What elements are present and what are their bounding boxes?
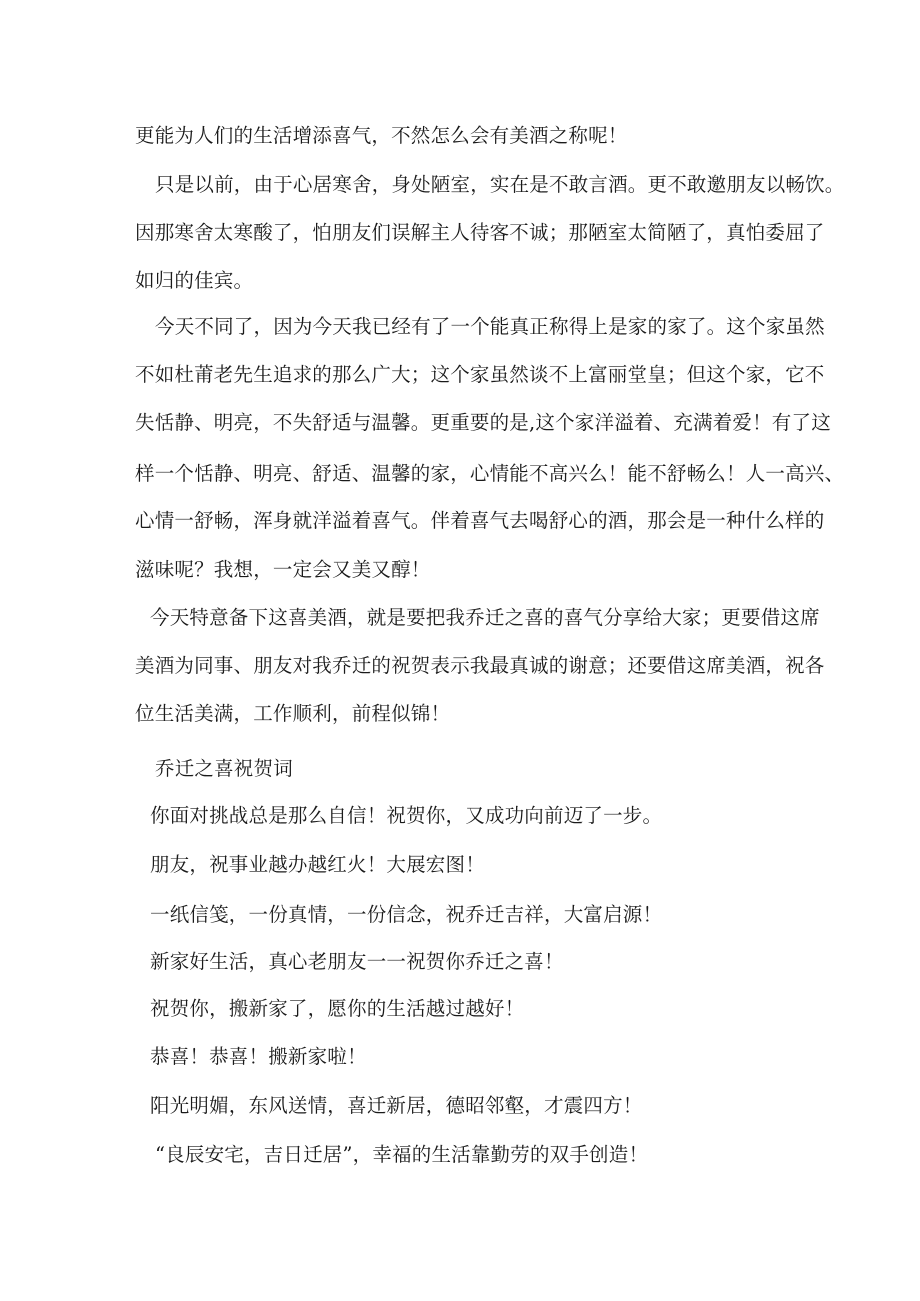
wish-line: 新家好生活，真心老朋友一一祝贺你乔迁之喜！ — [150, 950, 564, 973]
paragraph-line: 今天特意备下这喜美酒，就是要把我乔迁之喜的喜气分享给大家；更要借这席 — [150, 606, 820, 629]
wish-line: 恭喜！恭喜！搬新家啦！ — [150, 1045, 367, 1068]
wish-line: 朋友，祝事业越办越红火！大展宏图！ — [150, 853, 485, 876]
wish-line: 阳光明媚，东风送情，喜迁新居，德昭邻壑，才震四方！ — [150, 1094, 643, 1117]
paragraph-line: 如归的佳宾。 — [135, 269, 254, 292]
wish-line: 祝贺你，搬新家了，愿你的生活越过越好！ — [150, 997, 525, 1020]
paragraph-line: 只是以前，由于心居寒舍，身处陋室，实在是不敢言酒。更不敢邀朋友以畅饮。 — [155, 173, 845, 196]
paragraph-line: 失恬静、明亮，不失舒适与温馨。更重要的是,这个家洋溢着、充满着爱！有了这 — [135, 411, 831, 434]
wish-line: 你面对挑战总是那么自信！祝贺你，又成功向前迈了一步。 — [150, 804, 663, 827]
paragraph-line: 样一个恬静、明亮、舒适、温馨的家，心情能不高兴么！能不舒畅么！人一高兴、 — [135, 462, 845, 485]
paragraph-line: 美酒为同事、朋友对我乔迁的祝贺表示我最真诚的谢意；还要借这席美酒，祝各 — [135, 654, 825, 677]
paragraph-line: 不如杜莆老先生追求的那么广大；这个家虽然谈不上富丽堂皇；但这个家，它不 — [135, 363, 825, 386]
paragraph-line: 滋味呢？我想，一定会又美又醇！ — [135, 558, 431, 581]
paragraph-line: 今天不同了，因为今天我已经有了一个能真正称得上是家的家了。这个家虽然 — [155, 315, 825, 338]
paragraph-line: 心情一舒畅，浑身就洋溢着喜气。伴着喜气去喝舒心的酒，那会是一种什么样的 — [135, 509, 825, 532]
paragraph-line: 位生活美满，工作顺利，前程似锦！ — [135, 702, 451, 725]
wish-line: 一纸信笺，一份真情，一份信念，祝乔迁吉祥，大富启源！ — [150, 903, 663, 926]
paragraph-line: 因那寒舍太寒酸了，怕朋友们误解主人待客不诚；那陋室太简陋了，真怕委屈了 — [135, 221, 825, 244]
section-heading: 乔迁之喜祝贺词 — [155, 757, 293, 780]
paragraph-line: 更能为人们的生活增添喜气，不然怎么会有美酒之称呢！ — [135, 124, 628, 147]
wish-line: “良辰安宅，吉日迁居”，幸福的生活靠勤劳的双手创造！ — [155, 1143, 649, 1166]
